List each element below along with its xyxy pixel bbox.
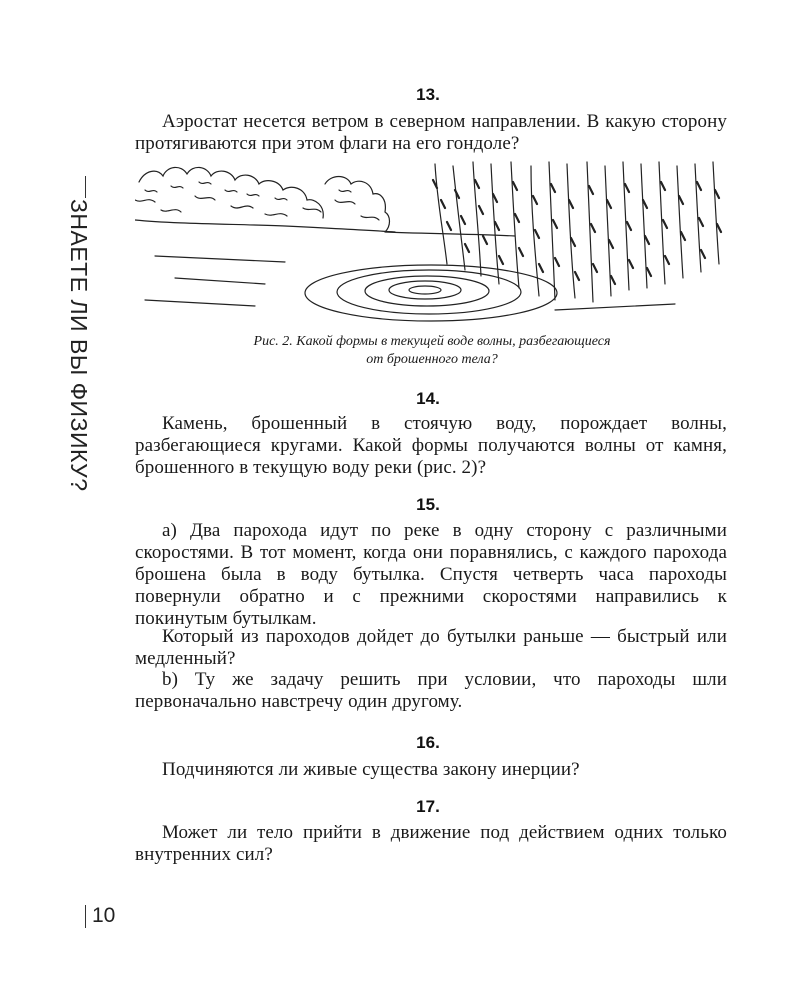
problem-17-text: Может ли тело прийти в движение под действием одних только внутренних сил? — [135, 822, 727, 865]
figure-caption-line-1: Рис. 2. Какой формы в текущей воде волны, разбегающиеся — [253, 334, 611, 349]
problem-16-text: Подчиняются ли живые существа закону инерции? — [162, 759, 580, 780]
figure-caption — [150, 333, 714, 369]
page-number: 10 — [92, 904, 116, 927]
figure-caption-line-2: от брошенного тела? — [366, 352, 498, 367]
running-title: ЗНАЕТЕ ЛИ ВЫ ФИЗИКУ? — [66, 199, 92, 492]
bushes-left — [135, 167, 395, 232]
ripple-circles — [305, 265, 557, 321]
side-divider — [85, 176, 86, 198]
problem-17-number: 17. — [416, 797, 440, 816]
problem-16-number: 16. — [416, 733, 440, 752]
problem-13-text: Аэростат несется ветром в северном направлении. В какую сторону протягиваются при этом флаги на его гондоле? — [135, 111, 727, 154]
problem-15-part-b: b) Ту же задачу решить при условии, что пароходы шли первоначально навстречу один другому. — [135, 669, 727, 712]
page-number-divider — [85, 905, 86, 928]
problem-15-number: 15. — [416, 495, 440, 514]
problem-14-text: Камень, брошенный в стоячую воду, порождает волны, разбегающиеся кругами. Какой формы получаются волны от камня, брошенного в текущую воду реки (рис. 2)? — [135, 413, 727, 478]
problem-13-number: 13. — [416, 85, 440, 104]
river-illustration — [135, 160, 727, 328]
problem-14-number: 14. — [416, 389, 440, 408]
problem-15-part-a: а) Два парохода идут по реке в одну сторону с различными скоростями. В тот момент, когда они поравнялись, с каждого парохода брошена была в воду бутылка. Спустя четверть часа пароходы повернули обратно и с прежними скоростями направились к покинутым бутылкам. — [135, 520, 727, 629]
problem-15-question: Который из пароходов дойдет до бутылки раньше — быстрый или медленный? — [135, 626, 727, 669]
